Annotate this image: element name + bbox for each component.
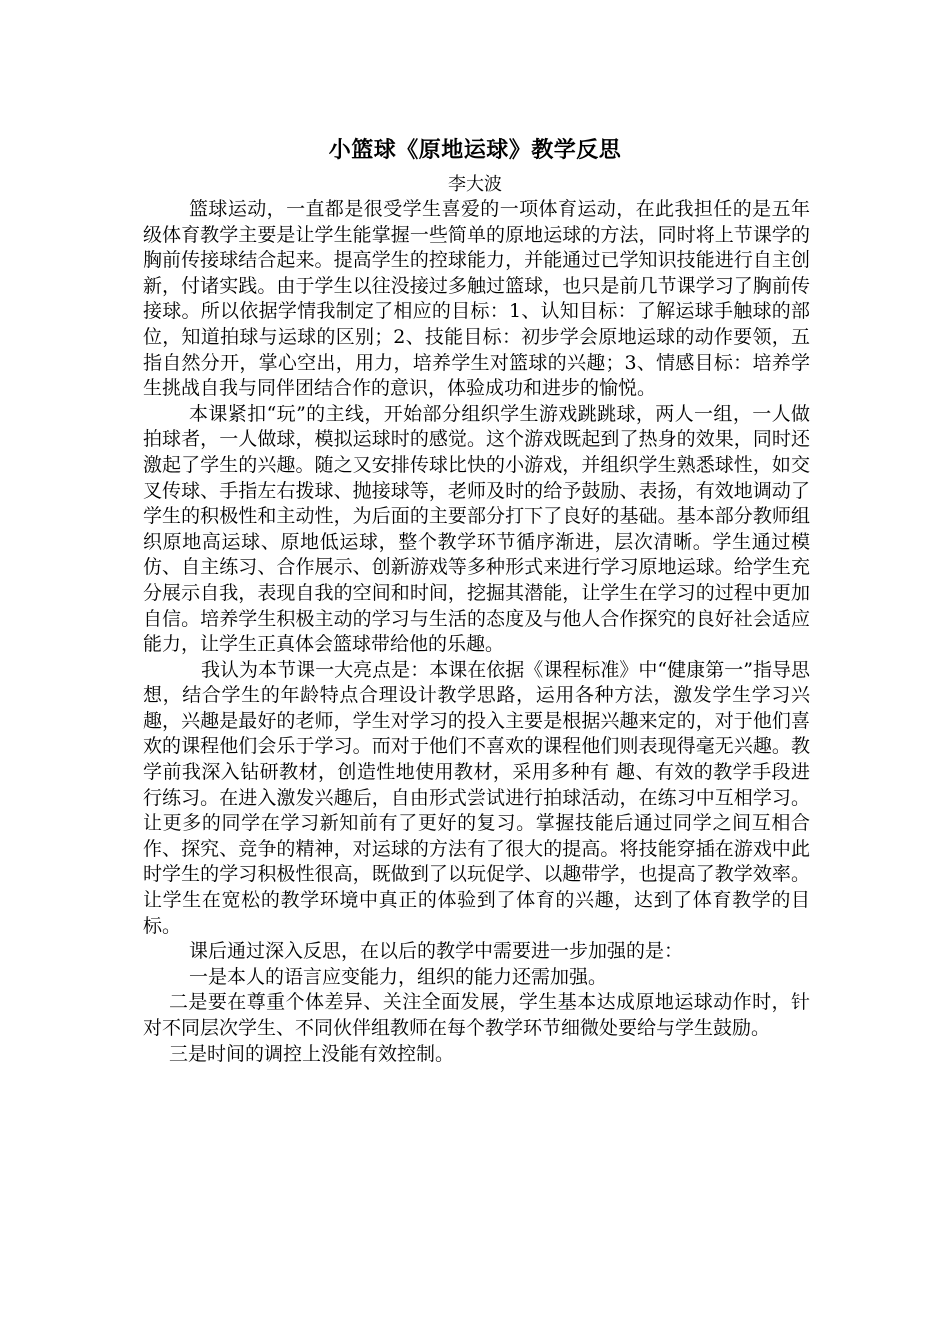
paragraph-point-two: 二是要在尊重个体差异、关注全面发展，学生基本达成原地运球动作时，针对不同层次学生、不同伙伴组教师在每个教学环节细微处要给与学生鼓励。 — [143, 991, 810, 1039]
paragraph-intro: 篮球运动，一直都是很受学生喜爱的一项体育运动，在此我担任的是五年级体育教学主要是让学生能掌握一些简单的原地运球的方法，同时将上节课学的胸前传接球结合起来。提高学生的控球能力，并能通过已学知识技能进行自主创新，付诸实践。由于学生以往没接过多触过篮球，也只是前几节课学习了胸前传接球。所以依据学情我制定了相应的目标：1、认知目标：了解运球手触球的部位，知道拍球与运球的区别；2、技能目标：初步学会原地运球的动作要领，五指自然分开，掌心空出，用力，培养学生对篮球的兴趣；3、情感目标：培养学生挑战自我与同伴团结合作的意识，体验成功和进步的愉悦。 — [143, 198, 810, 400]
paragraph-point-one: 一是本人的语言应变能力，组织的能力还需加强。 — [189, 965, 608, 988]
document-title: 小篮球《原地运球》教学反思 — [328, 137, 622, 163]
document-body — [143, 197, 810, 1067]
paragraph-lesson-design: 本课紧扣“玩”的主线，开始部分组织学生游戏跳跳球，两人一组，一人做拍球者，一人做球，模拟运球时的感觉。这个游戏既起到了热身的效果，同时还激起了学生的兴趣。随之又安排传球比快的小游戏，并组织学生熟悉球性，如交叉传球、手指左右拨球、抛接球等，老师及时的给予鼓励、表扬，有效地调动了学生的积极性和主动性，为后面的主要部分打下了良好的基础。基本部分教师组织原地高运球、原地低运球，整个教学环节循序渐进，层次清晰。学生通过模仿、自主练习、合作展示、创新游戏等多种形式来进行学习原地运球。给学生充分展示自我，表现自我的空间和时间，挖掘其潜能，让学生在学习的过程中更加自信。培养学生积极主动的学习与生活的态度及与他人合作探究的良好社会适应能力，让学生正真体会篮球带给他的乐趣。 — [143, 402, 810, 656]
paragraph-point-three: 三是时间的调控上没能有效控制。 — [169, 1042, 455, 1065]
paragraph-highlight: 我认为本节课一大亮点是：本课在依据《课程标准》中“健康第一”指导思想，结合学生的年龄特点合理设计教学思路，运用各种方法，激发学生学习兴趣，兴趣是最好的老师，学生对学习的投入主要是根据兴趣来定的，对于他们喜欢的课程他们会乐于学习。而对于他们不喜欢的课程他们则表现得毫无兴趣。教学前我深入钻研教材，创造性地使用教材，采用多种有 趣、有效的教学手段进行练习。在进入激发兴趣后，自由形式尝试进行拍球活动，在练习中互相学习。让更多的同学在学习新知前有了更好的复习。掌握技能后通过同学之间互相合作、探究、竞争的精神，对运球的方法有了很大的提高。将技能穿插在游戏中此时学生的学习积极性很高，既做到了以玩促学、以趣带学，也提高了教学效率。让学生在宽松的教学环境中真正的体验到了体育的兴趣，达到了体育教学的目标。 — [143, 658, 810, 937]
document-author: 李大波 — [448, 174, 502, 195]
paragraph-reflection-intro: 课后通过深入反思，在以后的教学中需要进一步加强的是： — [189, 940, 684, 963]
